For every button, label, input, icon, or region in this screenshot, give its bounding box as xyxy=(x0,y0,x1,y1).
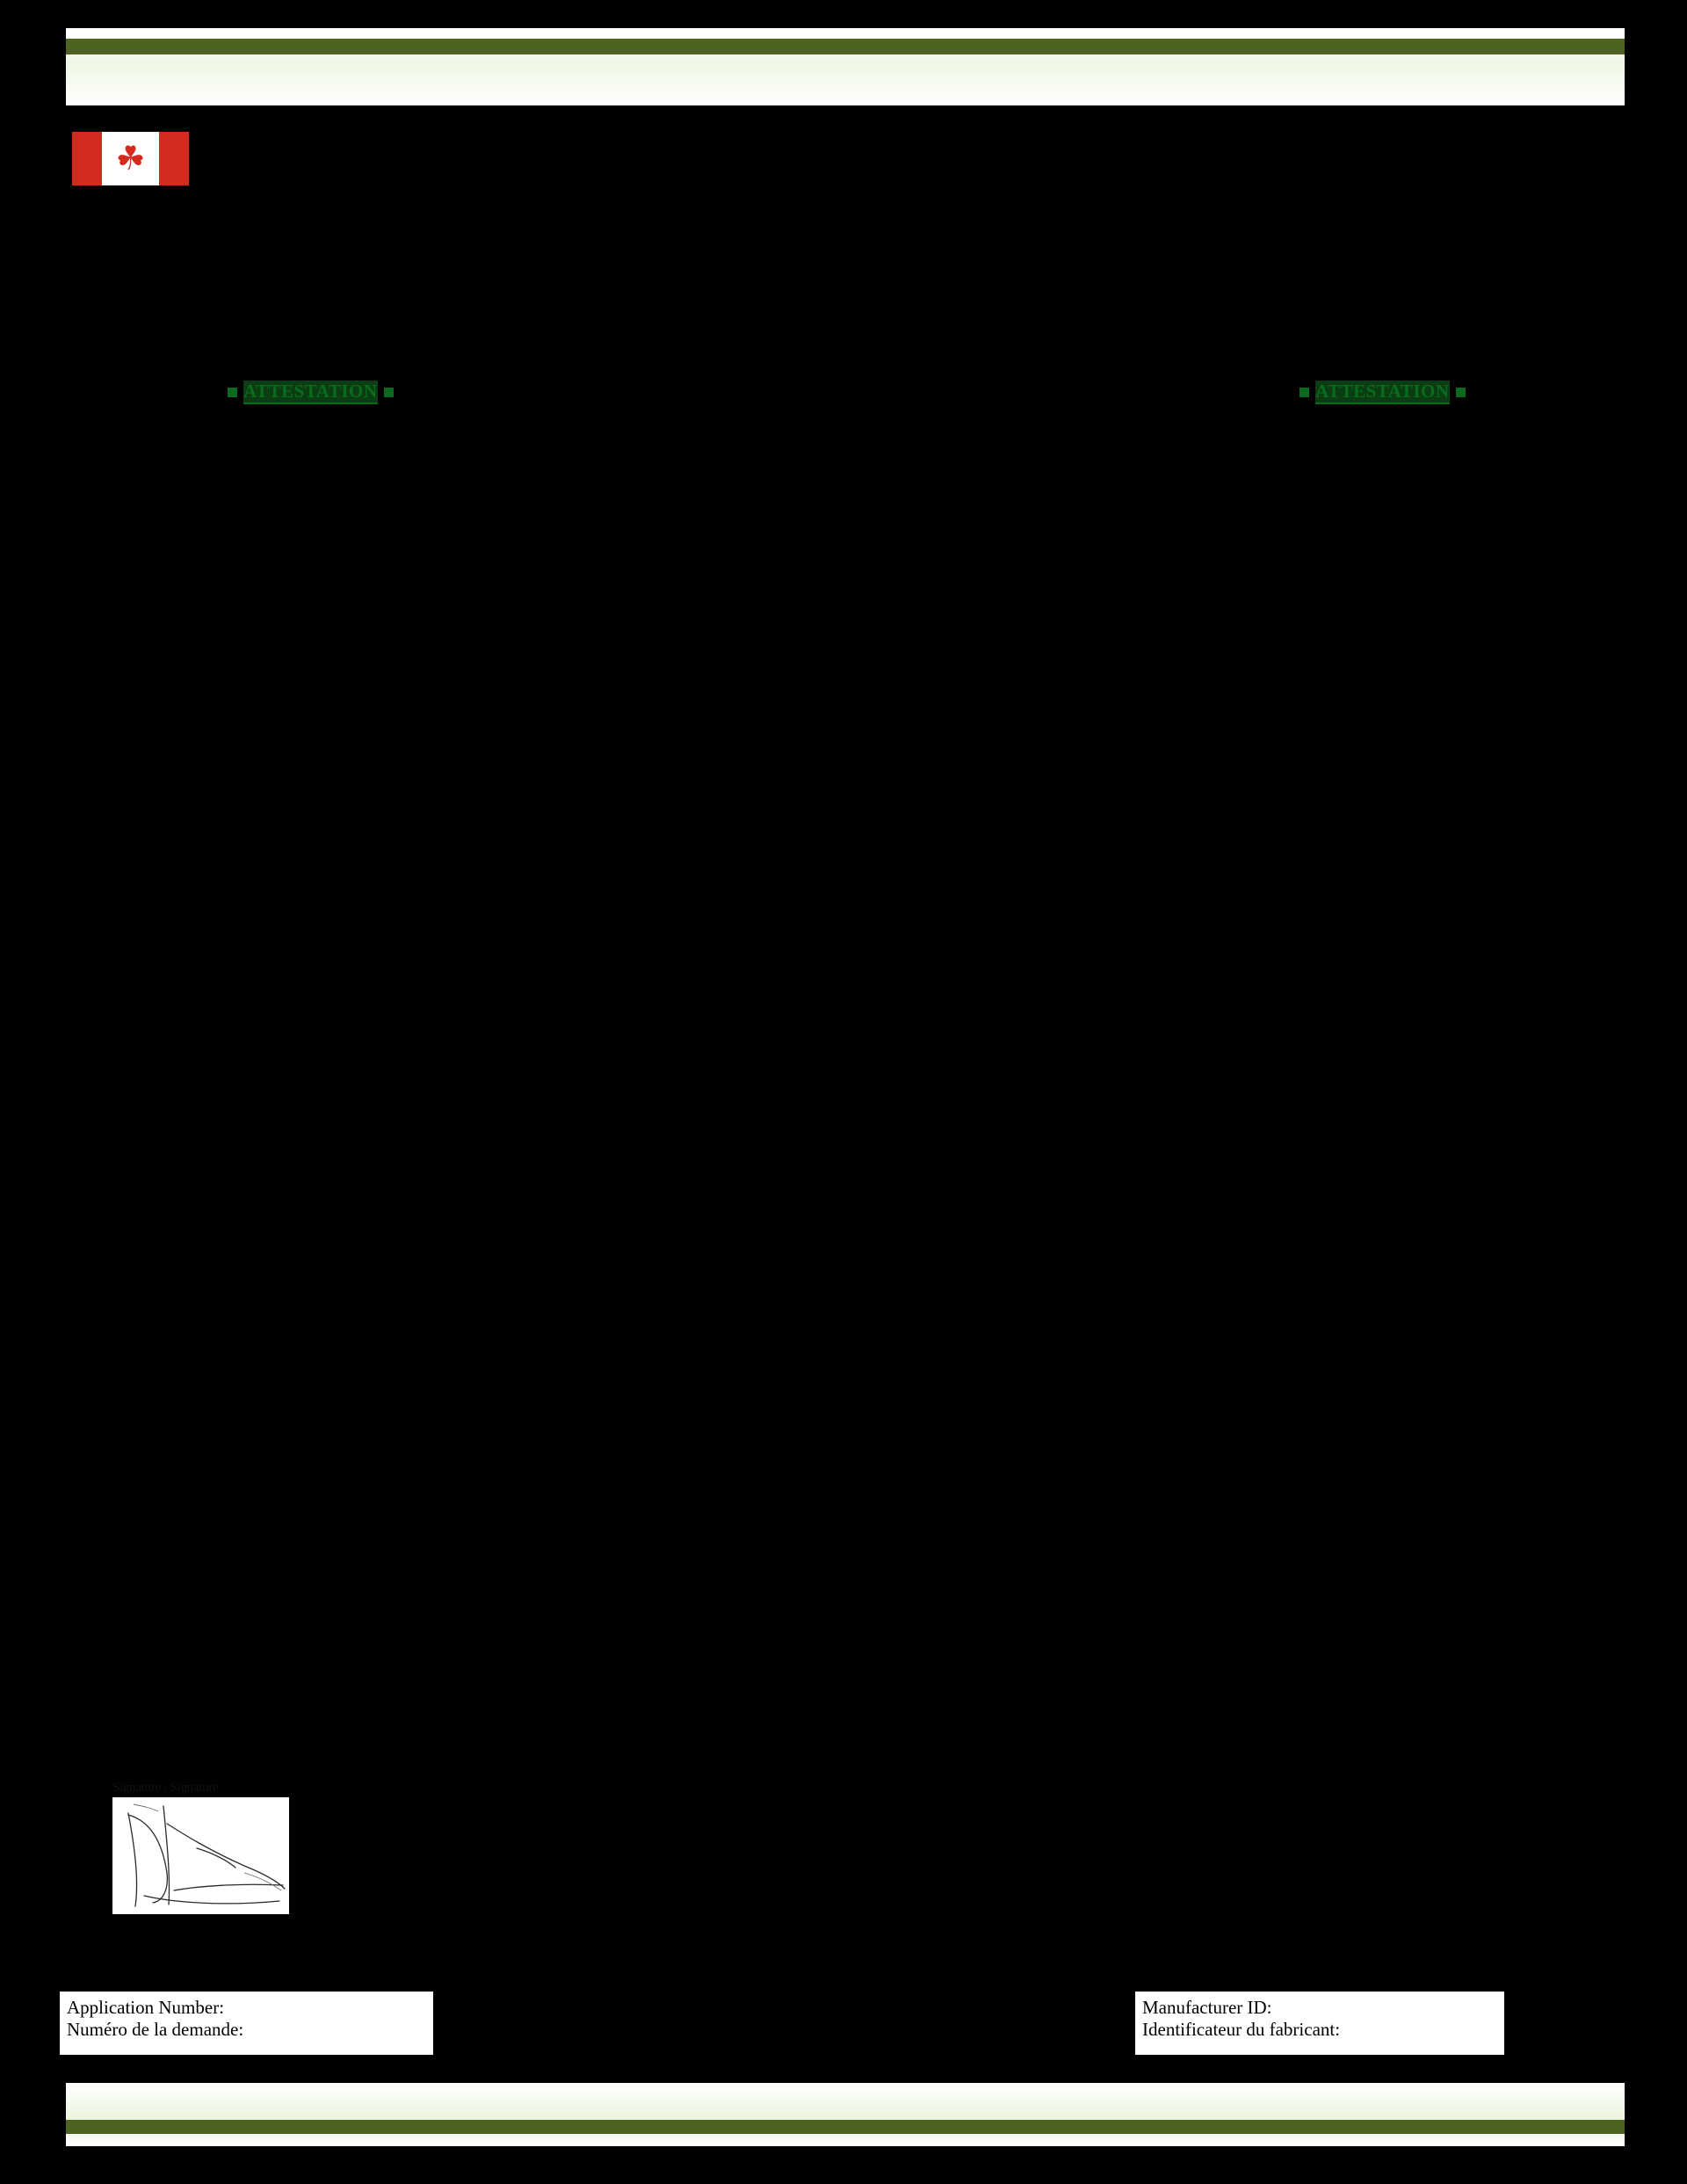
manufacturer-id-label-en: Manufacturer ID: xyxy=(1142,1997,1272,2018)
section-heading-right-label: ATTESTATION xyxy=(1315,381,1450,404)
footer-banner xyxy=(66,2083,1625,2146)
maple-leaf-icon: ☘ xyxy=(115,140,146,178)
signature-image xyxy=(112,1796,290,1915)
section-heading-left xyxy=(221,380,400,404)
bullet-square-icon xyxy=(1456,388,1466,397)
header-banner-rule xyxy=(66,39,1625,54)
canadian-flag-icon xyxy=(70,130,191,187)
application-number-label-en: Application Number: xyxy=(67,1997,225,2018)
flag-right-bar xyxy=(159,132,189,185)
application-number-field[interactable] xyxy=(60,1992,433,2055)
bullet-square-icon xyxy=(384,388,394,397)
bullet-square-icon xyxy=(1300,388,1309,397)
section-heading-right xyxy=(1293,380,1472,404)
application-number-label-fr: Numéro de la demande: xyxy=(67,2019,244,2040)
bullet-square-icon xyxy=(228,388,237,397)
handwritten-signature-icon xyxy=(112,1797,290,1915)
manufacturer-id-field[interactable] xyxy=(1135,1992,1504,2055)
section-heading-left-label: ATTESTATION xyxy=(243,381,378,404)
signature-label: Signature / Signature xyxy=(112,1781,219,1795)
manufacturer-id-label-fr: Identificateur du fabricant: xyxy=(1142,2019,1341,2040)
footer-banner-rule xyxy=(66,2120,1625,2134)
flag-left-bar xyxy=(72,132,102,185)
flag-center-field xyxy=(102,132,159,185)
